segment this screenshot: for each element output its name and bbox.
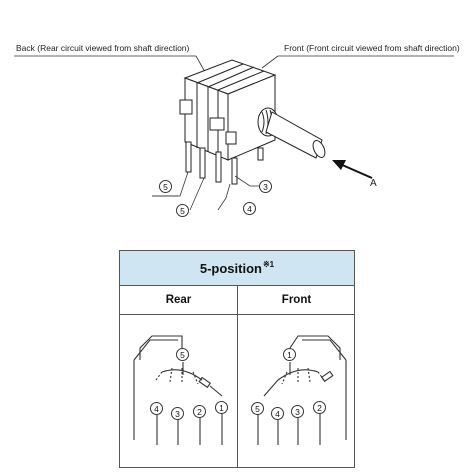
front-label: Front (Front circuit viewed from shaft direction) (284, 43, 460, 53)
back-label: Back (Rear circuit viewed from shaft direction) (16, 43, 190, 53)
rear-terminal-2: 3 (171, 407, 184, 420)
pin-label-4: 4 (243, 202, 256, 215)
pin-label-5-lower: 5 (176, 204, 189, 217)
rear-terminal-3: 2 (193, 405, 206, 418)
table-note: ※1 (262, 259, 275, 269)
rear-header: Rear (120, 285, 237, 315)
front-terminal-1: 5 (251, 402, 264, 415)
pin-label-5-upper: 5 (159, 180, 172, 193)
rear-terminal-4: 1 (215, 401, 228, 414)
pin-label-3: 3 (259, 180, 272, 193)
front-terminal-2: 4 (271, 407, 284, 420)
arrow-label: A (370, 178, 377, 189)
table-title-text: 5-position (199, 260, 262, 276)
rear-terminal-1: 4 (150, 402, 163, 415)
front-header: Front (238, 285, 355, 315)
rear-center-terminal: 5 (176, 348, 189, 361)
front-terminal-4: 2 (313, 401, 326, 414)
front-center-terminal: 1 (283, 348, 296, 361)
front-terminal-3: 3 (291, 405, 304, 418)
